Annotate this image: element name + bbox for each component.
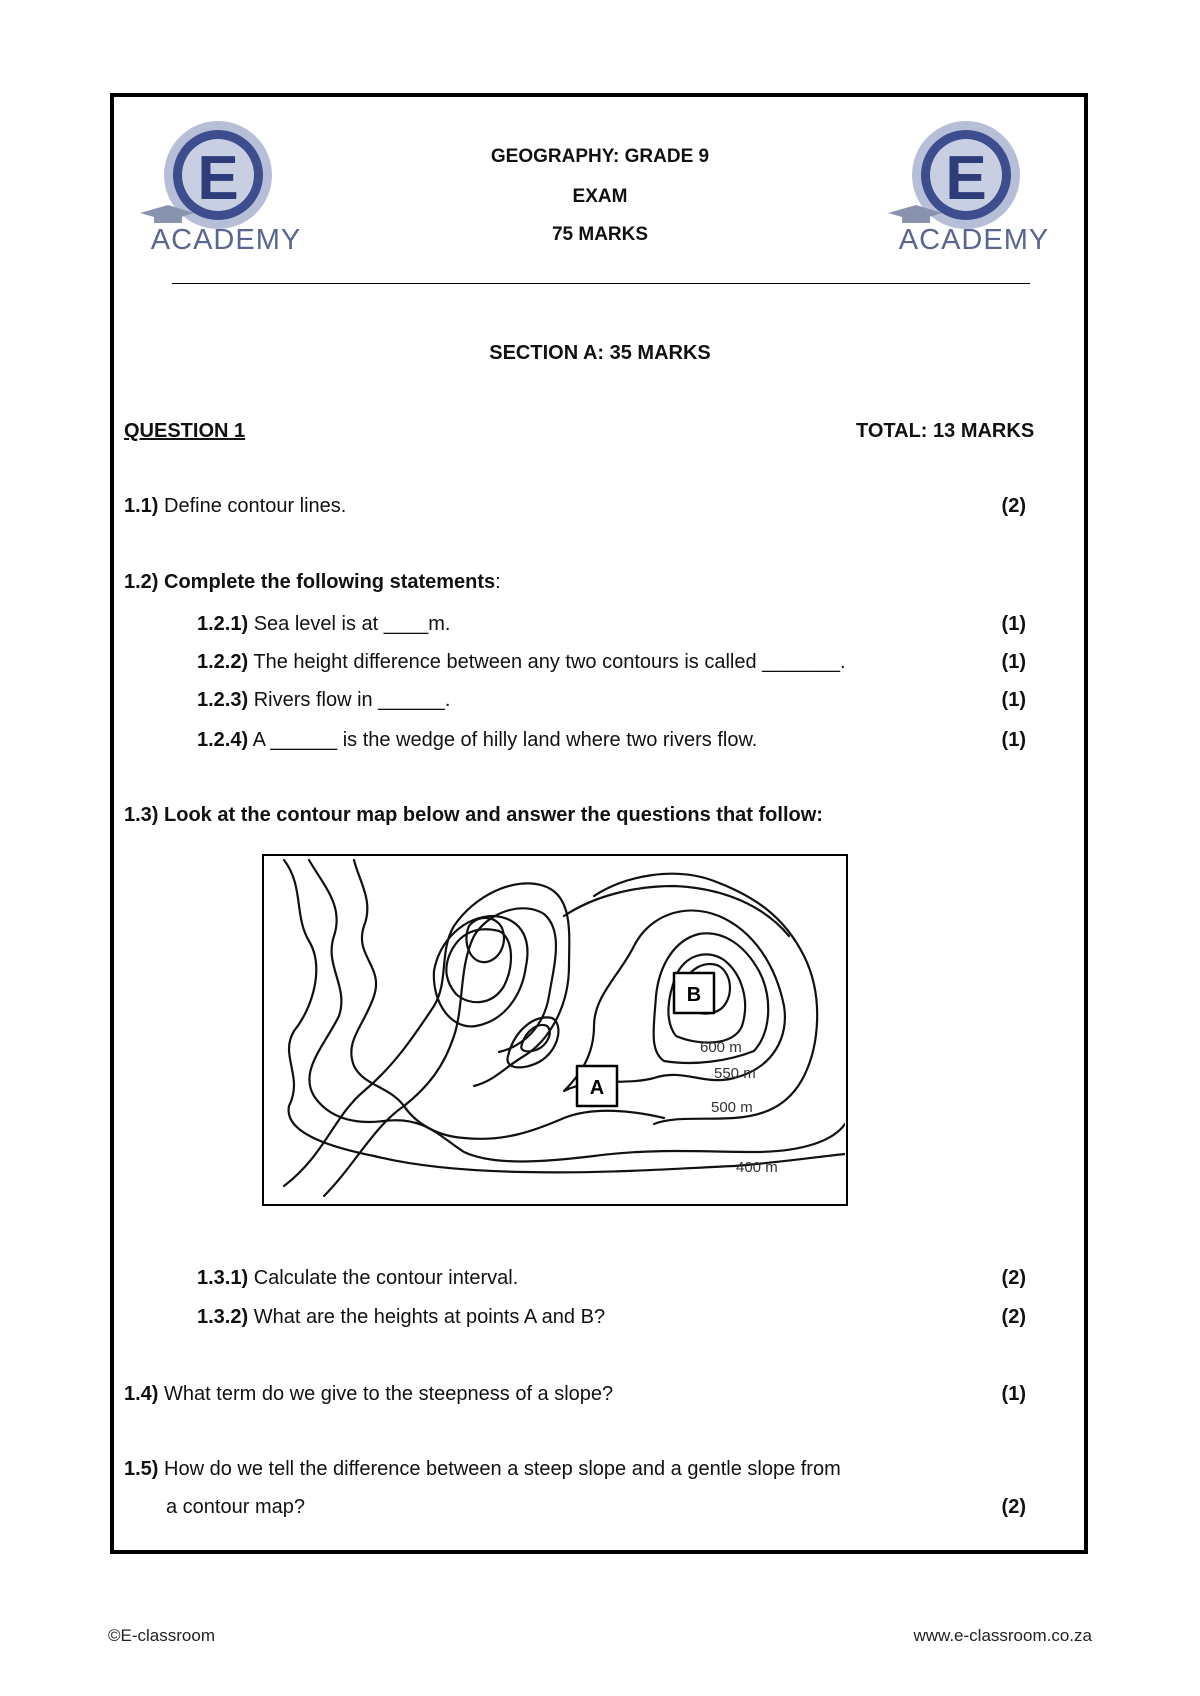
- question-1-5-cont: a contour map?: [166, 1496, 305, 1518]
- question-number: 1.5): [124, 1458, 159, 1480]
- question-heading: 1.2) Complete the following statements: [124, 571, 496, 593]
- exam-label: EXAM: [572, 186, 628, 207]
- label-550m: 550 m: [714, 1065, 756, 1082]
- point-b-label: B: [686, 984, 702, 1006]
- question-text: A ______ is the wedge of hilly land where two rivers flow.: [248, 729, 758, 751]
- question-1-2: [124, 571, 501, 594]
- question-1-2-4: [197, 729, 757, 752]
- question-number: 1.2.3): [197, 689, 249, 711]
- marks: (1): [1001, 613, 1026, 635]
- label-400m: 400 m: [736, 1159, 778, 1176]
- contour-ridge-4: [446, 929, 511, 1002]
- question-number: 1.1): [124, 495, 159, 517]
- question-1-4: [124, 1383, 613, 1406]
- svg-text:ACADEMY: ACADEMY: [150, 224, 302, 256]
- section-title: SECTION A: 35 MARKS: [489, 342, 711, 364]
- question-text: What term do we give to the steepness of a slope?: [158, 1383, 614, 1405]
- svg-text:ACADEMY: ACADEMY: [898, 224, 1050, 256]
- svg-text:E: E: [197, 144, 239, 213]
- question-number: 1.2.4): [197, 729, 249, 751]
- question-text: The height difference between any two contours is called _______.: [248, 651, 846, 673]
- question-1-2-1: [197, 613, 451, 636]
- footer-copyright: ©E-classroom: [108, 1626, 215, 1645]
- question-number: 1.3.2): [197, 1306, 249, 1328]
- contour-map: [262, 854, 848, 1206]
- question-colon: :: [495, 571, 501, 593]
- question-number: 1.2.1): [197, 613, 249, 635]
- academy-logo-left: [134, 113, 310, 263]
- academy-logo-right: [882, 113, 1058, 263]
- contour-outer-2: [309, 860, 845, 1162]
- marks: (1): [1001, 651, 1026, 673]
- question-text: Rivers flow in ______.: [248, 689, 451, 711]
- header-divider: [172, 283, 1030, 284]
- question-text: Calculate the contour interval.: [248, 1267, 519, 1289]
- marks: (1): [1001, 689, 1026, 711]
- exam-total-marks: 75 MARKS: [551, 224, 649, 245]
- marks: (2): [1001, 1496, 1026, 1518]
- exam-title: GEOGRAPHY: GRADE 9: [490, 146, 710, 167]
- question-1-3-1: [197, 1267, 518, 1290]
- contour-ridge-3: [434, 916, 528, 1026]
- question-1-2-3: [197, 689, 450, 712]
- question-text: Sea level is at ____m.: [248, 613, 451, 635]
- question-number: 1.4): [124, 1383, 159, 1405]
- point-a-label: A: [589, 1077, 605, 1099]
- question-1-1: [124, 495, 346, 518]
- question-1-2-2: [197, 651, 846, 674]
- svg-text:E: E: [945, 144, 987, 213]
- marks: (2): [1001, 1306, 1026, 1328]
- marks: (2): [1001, 1267, 1026, 1289]
- marks: (1): [1001, 1383, 1026, 1405]
- footer-website[interactable]: www.e-classroom.co.za: [913, 1626, 1092, 1645]
- question-total: TOTAL: 13 MARKS: [856, 420, 1035, 442]
- marks: (1): [1001, 729, 1026, 751]
- question-number: 1.3.1): [197, 1267, 249, 1289]
- marks: (2): [1001, 495, 1026, 517]
- question-number: 1.2.2): [197, 651, 249, 673]
- question-1-3-2: [197, 1306, 605, 1329]
- contour-knoll-outer: [507, 1017, 558, 1067]
- question-title: QUESTION 1: [124, 420, 246, 442]
- question-text: What are the heights at points A and B?: [248, 1306, 606, 1328]
- question-text: How do we tell the difference between a steep slope and a gentle slope from: [158, 1458, 841, 1480]
- label-500m: 500 m: [711, 1099, 753, 1116]
- question-1-5: [124, 1458, 841, 1481]
- question-text: Define contour lines.: [158, 495, 347, 517]
- label-600m: 600 m: [700, 1039, 742, 1056]
- question-1-3: 1.3) Look at the contour map below and answer the questions that follow:: [124, 804, 823, 826]
